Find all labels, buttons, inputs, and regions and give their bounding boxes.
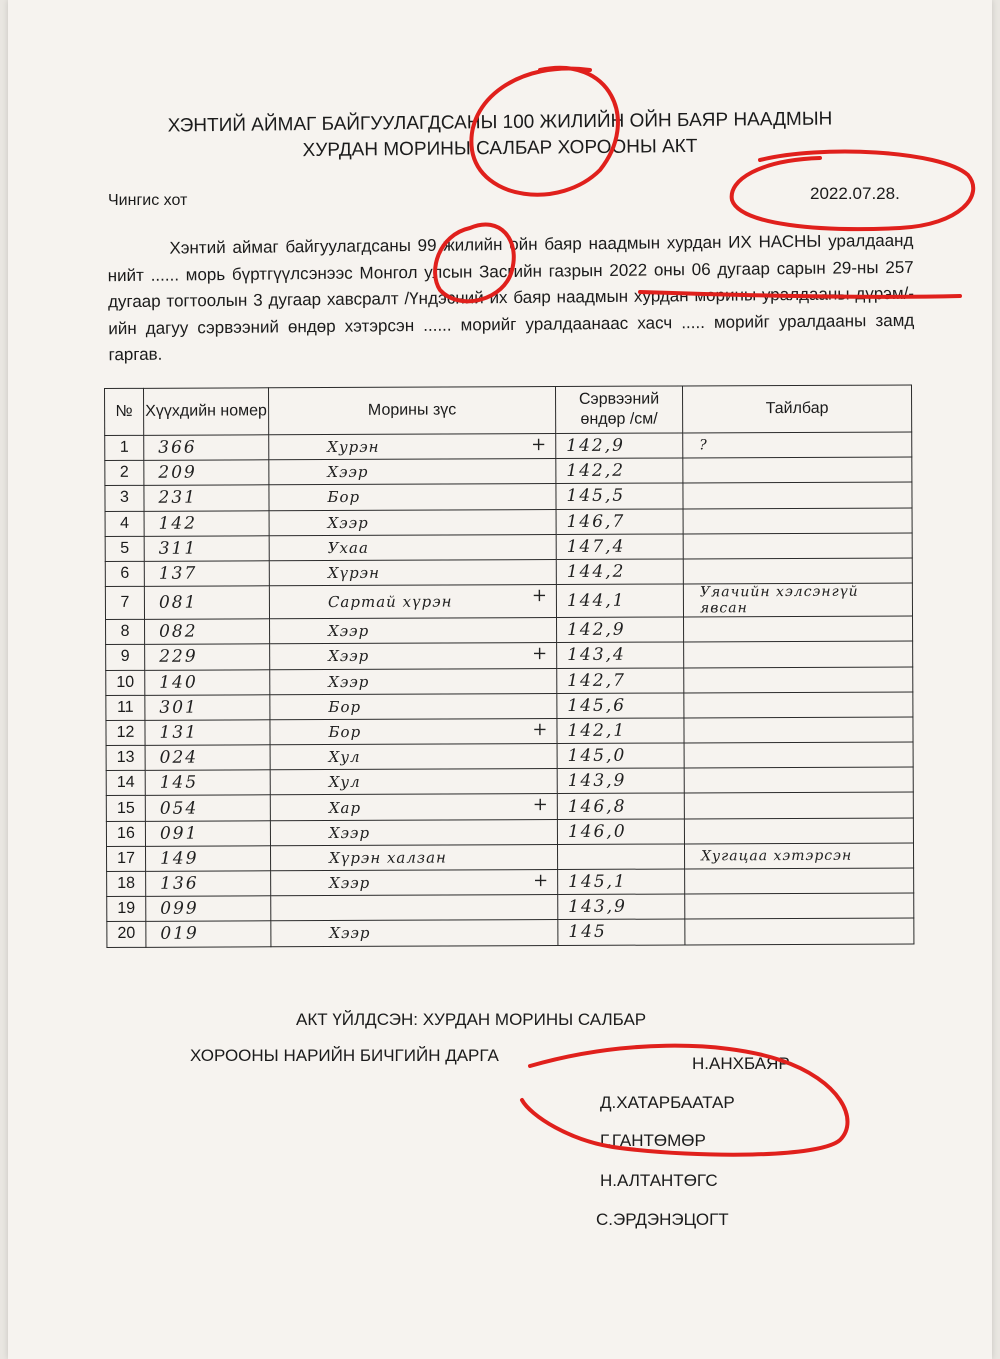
table-row: [105, 508, 912, 537]
cell-height: 143,4: [557, 642, 684, 668]
cell-color: Хул: [270, 744, 557, 770]
cell-color: Хээр: [270, 618, 557, 644]
cell-number: 137: [144, 561, 269, 587]
cell-height: 142,7: [557, 667, 684, 693]
cell-color: Хүрэн: [269, 559, 556, 585]
cell-note: [685, 868, 914, 894]
cell-height: 144,2: [556, 559, 683, 585]
table-row: [106, 717, 913, 746]
cell-note: [683, 482, 912, 508]
cell-note: [683, 508, 912, 534]
cell-no: 18: [107, 871, 146, 896]
plus-mark: +: [532, 643, 549, 665]
signatory: Г.ГАНТӨМӨР: [600, 1131, 706, 1150]
signatory: Д.ХАТАРБААТАР: [600, 1093, 735, 1112]
cell-color: Хурэн +: [269, 434, 556, 460]
cell-number: 301: [145, 694, 270, 720]
plus-mark: +: [531, 585, 548, 607]
cell-number: 231: [144, 485, 269, 511]
cell-height: 145,1: [558, 869, 685, 895]
cell-number: 149: [145, 846, 270, 872]
cell-number: 229: [145, 644, 270, 670]
cell-note: Уяачийн хэлсэнгүй явсан: [683, 583, 912, 617]
cell-height: 142,9: [557, 617, 684, 643]
cell-note: [684, 792, 913, 818]
cell-number: 019: [146, 921, 271, 947]
cell-no: 14: [106, 771, 145, 796]
cell-number: 209: [144, 460, 269, 486]
cell-note: [684, 641, 913, 667]
cell-note: [684, 742, 913, 768]
body-paragraph: Хэнтий аймаг байгуулагдсаны 99 жилийн ойн баяр наадмын хурдан ИХ НАСНЫ уралдаанд нийт ...... морь бүртгүүлсэнээс Монгол улсын Засгийн газрын 2022 оны 06 дугаар сарын 29-ны 257 дугаар тогтоолын 3 дугаар хавсралт /Үндэсний их баяр наадмын хурдан морины уралдааны дүрэм/-ийн дагуу сэрвээний өндөр хэтэрсэн ...... морийг уралдаанаас хасч ..... морийг уралдааны замд гаргав.: [107, 230, 915, 365]
cell-number: 131: [145, 720, 270, 746]
cell-color: Хүрэн халзан: [270, 844, 557, 870]
cell-no: 8: [106, 619, 145, 644]
cell-number: 366: [144, 435, 269, 461]
cell-height: 146,0: [557, 819, 684, 845]
cell-height: [557, 844, 684, 870]
cell-no: 2: [105, 461, 144, 486]
table-row: [105, 558, 912, 587]
cell-note: [684, 666, 913, 692]
table-row: [106, 767, 913, 796]
horse-table: [104, 384, 914, 947]
signatory: Н.АЛТАНТӨГС: [600, 1171, 718, 1190]
table-row: [105, 457, 912, 486]
table-row: [105, 482, 912, 511]
cell-height: 144,1: [556, 584, 683, 618]
document-title-line1: ХЭНТИЙ АЙМАГ БАЙГУУЛАГДСАНЫ 100 ЖИЛИЙН ОЙН БАЯР НААДМЫН: [167, 108, 833, 137]
header-color: Морины зүс: [269, 387, 556, 435]
cell-no: 19: [107, 897, 146, 922]
table-row: [106, 792, 913, 821]
cell-height: 145,5: [556, 483, 683, 509]
cell-note: [684, 767, 913, 793]
cell-no: 3: [105, 486, 144, 511]
footer-line2: ХОРООНЫ НАРИЙН БИЧГИЙН ДАРГА: [190, 1046, 499, 1065]
cell-color: Бор +: [270, 718, 557, 744]
cell-no: 4: [105, 511, 144, 536]
table-row: [106, 692, 913, 721]
cell-no: 1: [105, 435, 144, 460]
signatory: С.ЭРДЭНЭЦОГТ: [596, 1210, 729, 1229]
cell-color: Бор: [270, 693, 557, 719]
cell-no: 15: [106, 796, 145, 821]
cell-color: Хээр: [271, 920, 558, 946]
cell-number: 081: [144, 586, 269, 620]
cell-color: Ухаа: [269, 534, 556, 560]
cell-no: 6: [105, 561, 144, 586]
cell-note: [684, 616, 913, 642]
table-row: [106, 666, 913, 695]
cell-note: ?: [683, 432, 912, 458]
cell-no: 9: [106, 645, 145, 670]
cell-no: 12: [106, 720, 145, 745]
table-row: [107, 893, 914, 922]
table-row: [106, 742, 913, 771]
cell-color: Хээр: [270, 819, 557, 845]
header-height: Сэрвээний өндөр /см/: [555, 386, 682, 434]
cell-number: 142: [144, 510, 269, 536]
cell-no: 5: [105, 536, 144, 561]
table-row: [107, 918, 914, 947]
cell-height: 145,6: [557, 693, 684, 719]
table-row: [105, 533, 912, 562]
cell-note: [684, 818, 913, 844]
cell-height: 143,9: [558, 894, 685, 920]
cell-note: [685, 918, 914, 944]
footer-line1: АКТ ҮЙЛДСЭН: ХУРДАН МОРИНЫ САЛБАР: [296, 1010, 647, 1029]
cell-no: 17: [106, 846, 145, 871]
cell-number: 091: [145, 820, 270, 846]
cell-height: 146,8: [557, 793, 684, 819]
table-row: [105, 432, 912, 461]
header-note: Тайлбар: [682, 385, 911, 433]
cell-note: [683, 558, 912, 584]
cell-number: 145: [145, 770, 270, 796]
cell-number: 140: [145, 669, 270, 695]
cell-color: Бор: [269, 484, 556, 510]
table-row: [105, 583, 912, 620]
cell-note: Хугацаа хэтэрсэн: [684, 843, 913, 869]
cell-height: 142,2: [556, 458, 683, 484]
cell-color: Хээр: [269, 509, 556, 535]
cell-height: 145,0: [557, 743, 684, 769]
cell-height: 146,7: [556, 509, 683, 535]
cell-height: 145: [558, 919, 685, 945]
table-row: [106, 843, 913, 872]
cell-number: 024: [145, 745, 270, 771]
cell-number: 054: [145, 795, 270, 821]
cell-height: 143,9: [557, 768, 684, 794]
table-row: [106, 616, 913, 645]
cell-no: 11: [106, 695, 145, 720]
cell-color: [271, 895, 558, 921]
cell-color: Хээр +: [271, 870, 558, 896]
cell-note: [685, 893, 914, 919]
table-row: [106, 641, 913, 670]
cell-note: [684, 717, 913, 743]
signatory: Н.АНХБАЯР: [692, 1054, 790, 1073]
document-date: 2022.07.28.: [810, 184, 900, 203]
plus-mark: +: [532, 794, 549, 816]
table-row: [106, 818, 913, 847]
cell-number: 136: [146, 871, 271, 897]
cell-color: Хул: [270, 769, 557, 795]
cell-no: 13: [106, 745, 145, 770]
cell-no: 7: [105, 586, 144, 619]
document-title-line2: ХУРДАН МОРИНЫ САЛБАР ХОРООНЫ АКТ: [302, 135, 698, 162]
cell-color: Хээр +: [270, 643, 557, 669]
plus-mark: +: [531, 434, 548, 456]
cell-note: [684, 692, 913, 718]
cell-height: 142,1: [557, 718, 684, 744]
table-row: [107, 868, 914, 897]
city-name: Чингис хот: [108, 192, 188, 209]
table-header-row: [105, 385, 912, 436]
cell-height: 142,9: [556, 433, 683, 459]
cell-number: 099: [146, 896, 271, 922]
header-no: №: [105, 388, 144, 435]
cell-color: Сартай хүрэн +: [269, 585, 556, 619]
plus-mark: +: [533, 870, 550, 892]
cell-note: [683, 457, 912, 483]
cell-number: 082: [145, 619, 270, 645]
cell-color: Хээр: [270, 668, 557, 694]
cell-no: 10: [106, 670, 145, 695]
cell-color: Хээр: [269, 459, 556, 485]
header-number: Хүүхдийн номер: [144, 388, 269, 436]
cell-height: 147,4: [556, 534, 683, 560]
cell-no: 16: [106, 821, 145, 846]
cell-note: [683, 533, 912, 559]
cell-no: 20: [107, 922, 146, 947]
cell-number: 311: [144, 536, 269, 562]
cell-color: Хар +: [270, 794, 557, 820]
plus-mark: +: [532, 718, 549, 741]
